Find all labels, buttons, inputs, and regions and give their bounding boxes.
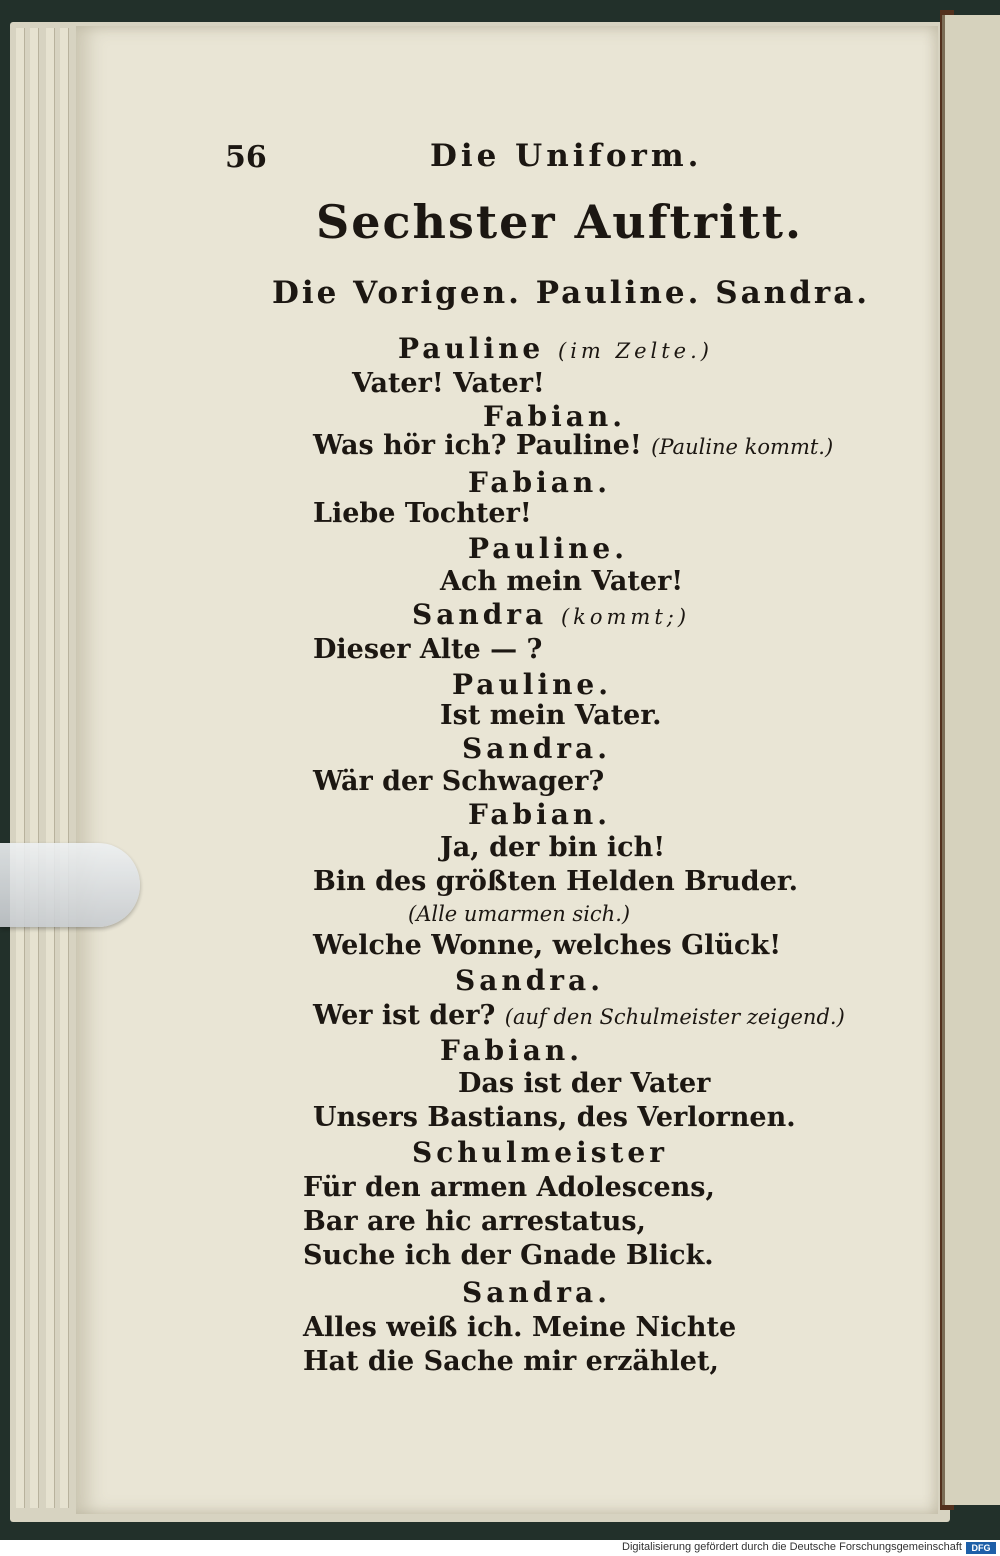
- verse-line: Unsers Bastians, des Verlornen.: [313, 1102, 796, 1133]
- verse-line: Dieser Alte — ?: [313, 634, 543, 665]
- speaker-name: Pauline.: [468, 532, 628, 565]
- verse-line: Ist mein Vater.: [440, 700, 662, 731]
- speaker-name: Fabian.: [440, 1034, 583, 1067]
- verse-line: Bar are hic arrestatus,: [303, 1206, 646, 1237]
- page-edge: [60, 28, 69, 1508]
- verse-line: Bin des größten Helden Bruder.: [313, 866, 798, 897]
- speaker-name: Fabian.: [483, 400, 626, 433]
- speaker-name: Pauline (im Zelte.): [398, 332, 713, 365]
- bookmark-tab: [0, 843, 140, 927]
- facing-page-edge: [942, 15, 1000, 1505]
- speaker-name: Schulmeister: [412, 1136, 668, 1169]
- dfg-logo: DFG: [966, 1542, 996, 1554]
- verse-line: Liebe Tochter!: [313, 498, 532, 529]
- running-title: Die Uniform.: [430, 138, 703, 174]
- page-edge: [16, 28, 25, 1508]
- speaker-name: Sandra.: [462, 1276, 611, 1309]
- footer-bar: [0, 1540, 1000, 1556]
- speaker-name: Fabian.: [468, 798, 611, 831]
- stage-direction: (Pauline kommt.): [651, 435, 834, 459]
- verse-line: Für den armen Adolescens,: [303, 1172, 715, 1203]
- verse-line: Suche ich der Gnade Blick.: [303, 1240, 714, 1271]
- page-number: 56: [225, 140, 267, 175]
- stage-direction: (Alle umarmen sich.): [408, 902, 631, 926]
- verse-line: Wär der Schwager?: [313, 766, 605, 797]
- scene-cast: Die Vorigen. Pauline. Sandra.: [272, 275, 871, 311]
- speaker-name: Fabian.: [468, 466, 611, 499]
- verse-line: Ach mein Vater!: [440, 566, 684, 597]
- speaker-name: Pauline.: [452, 668, 612, 701]
- page-edge: [30, 28, 39, 1508]
- page-edge: [46, 28, 55, 1508]
- funding-credit: Digitalisierung gefördert durch die Deutsche Forschungsgemeinschaft: [622, 1541, 962, 1553]
- verse-line: Welche Wonne, welches Glück!: [313, 930, 782, 961]
- stage-direction: (auf den Schulmeister zeigend.): [504, 1005, 845, 1029]
- stage-direction: (kommt;): [560, 605, 691, 629]
- scene-title: Sechster Auftritt.: [316, 195, 803, 249]
- verse-line: Ja, der bin ich!: [440, 832, 666, 863]
- verse-line: Vater! Vater!: [352, 368, 545, 399]
- verse-line: Wer ist der? (auf den Schulmeister zeigend.): [313, 1000, 845, 1031]
- verse-line: Das ist der Vater: [458, 1068, 711, 1099]
- verse-line: Alles weiß ich. Meine Nichte: [303, 1312, 737, 1343]
- verse-line: Was hör ich? Pauline! (Pauline kommt.): [313, 430, 834, 461]
- speaker-name: Sandra.: [462, 732, 611, 765]
- speaker-name: Sandra.: [455, 964, 604, 997]
- speaker-name: Sandra (kommt;): [412, 598, 691, 631]
- stage-direction: (im Zelte.): [558, 339, 713, 363]
- verse-line: Hat die Sache mir erzählet,: [303, 1346, 719, 1377]
